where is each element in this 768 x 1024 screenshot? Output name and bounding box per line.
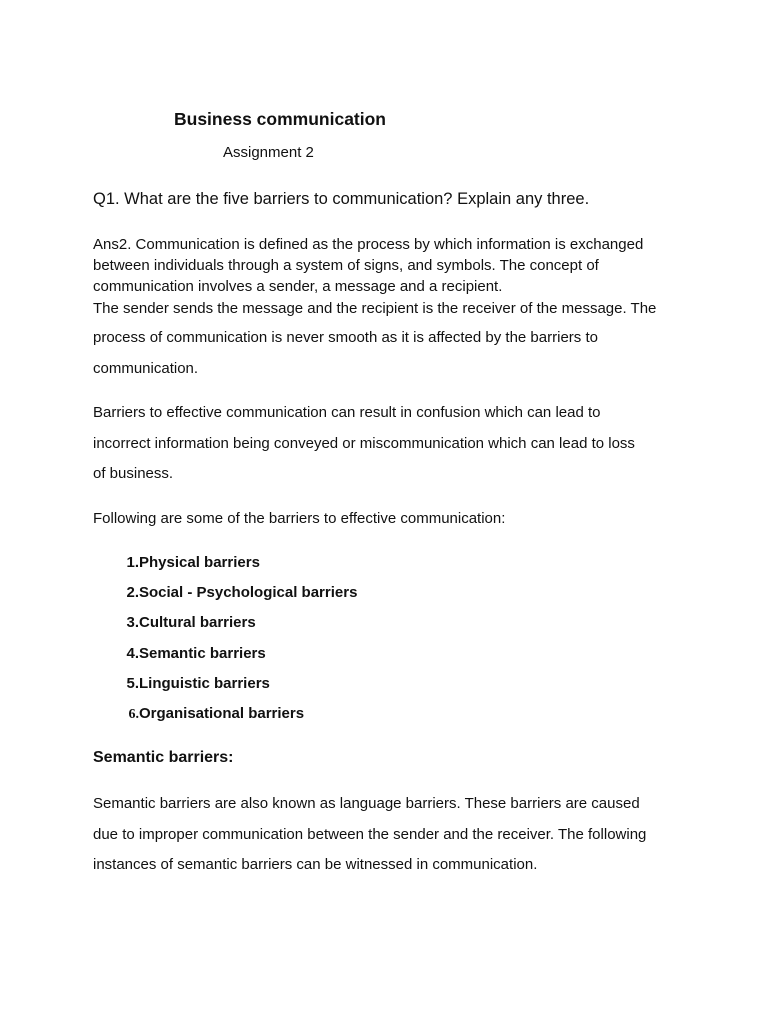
barriers-paragraph-line: of business. xyxy=(93,465,174,482)
list-item xyxy=(93,705,305,723)
list-item-label: Semantic barriers xyxy=(139,645,266,662)
barriers-paragraph-line: Barriers to effective communication can result in confusion which can lead to xyxy=(93,404,601,421)
semantic-paragraph-line: instances of semantic barriers can be witnessed in communication. xyxy=(93,856,538,873)
list-item xyxy=(93,675,270,692)
section-heading: Semantic barriers: xyxy=(93,749,234,766)
barriers-paragraph-line: incorrect information being conveyed or miscommunication which can lead to loss xyxy=(93,435,635,452)
question-text: Q1. What are the five barriers to communication? Explain any three. xyxy=(93,190,590,208)
list-item xyxy=(93,584,358,601)
list-item xyxy=(93,614,256,631)
answer-line: process of communication is never smooth as it is affected by the barriers to xyxy=(93,329,598,346)
document-subtitle: Assignment 2 xyxy=(223,144,314,161)
answer-line: between individuals through a system of signs, and symbols. The concept of xyxy=(93,257,599,274)
list-item-label: Physical barriers xyxy=(139,554,260,571)
list-item-number: 2. xyxy=(126,584,139,601)
list-item xyxy=(93,645,266,662)
list-item-number: 5. xyxy=(126,675,139,692)
list-item-label: Social - Psychological barriers xyxy=(139,584,358,601)
list-item-number: 3. xyxy=(126,614,139,631)
document-title: Business communication xyxy=(174,109,386,129)
list-item-number: 4. xyxy=(126,645,139,662)
list-intro: Following are some of the barriers to effective communication: xyxy=(93,510,506,527)
list-item xyxy=(93,554,260,571)
list-item-number: 1. xyxy=(126,554,139,571)
semantic-paragraph-line: due to improper communication between the sender and the receiver. The following xyxy=(93,826,647,843)
list-item-label: Linguistic barriers xyxy=(139,675,270,692)
answer-line: communication. xyxy=(93,360,199,377)
semantic-paragraph-line: Semantic barriers are also known as language barriers. These barriers are caused xyxy=(93,795,640,812)
answer-line: Ans2. Communication is defined as the process by which information is exchanged xyxy=(93,236,644,253)
list-item-label: Cultural barriers xyxy=(139,614,256,631)
list-item-label: Organisational barriers xyxy=(139,705,305,722)
answer-line: communication involves a sender, a message and a recipient. xyxy=(93,278,503,295)
answer-line: The sender sends the message and the recipient is the receiver of the message. The xyxy=(93,300,657,317)
list-item-number: 6. xyxy=(128,707,139,722)
